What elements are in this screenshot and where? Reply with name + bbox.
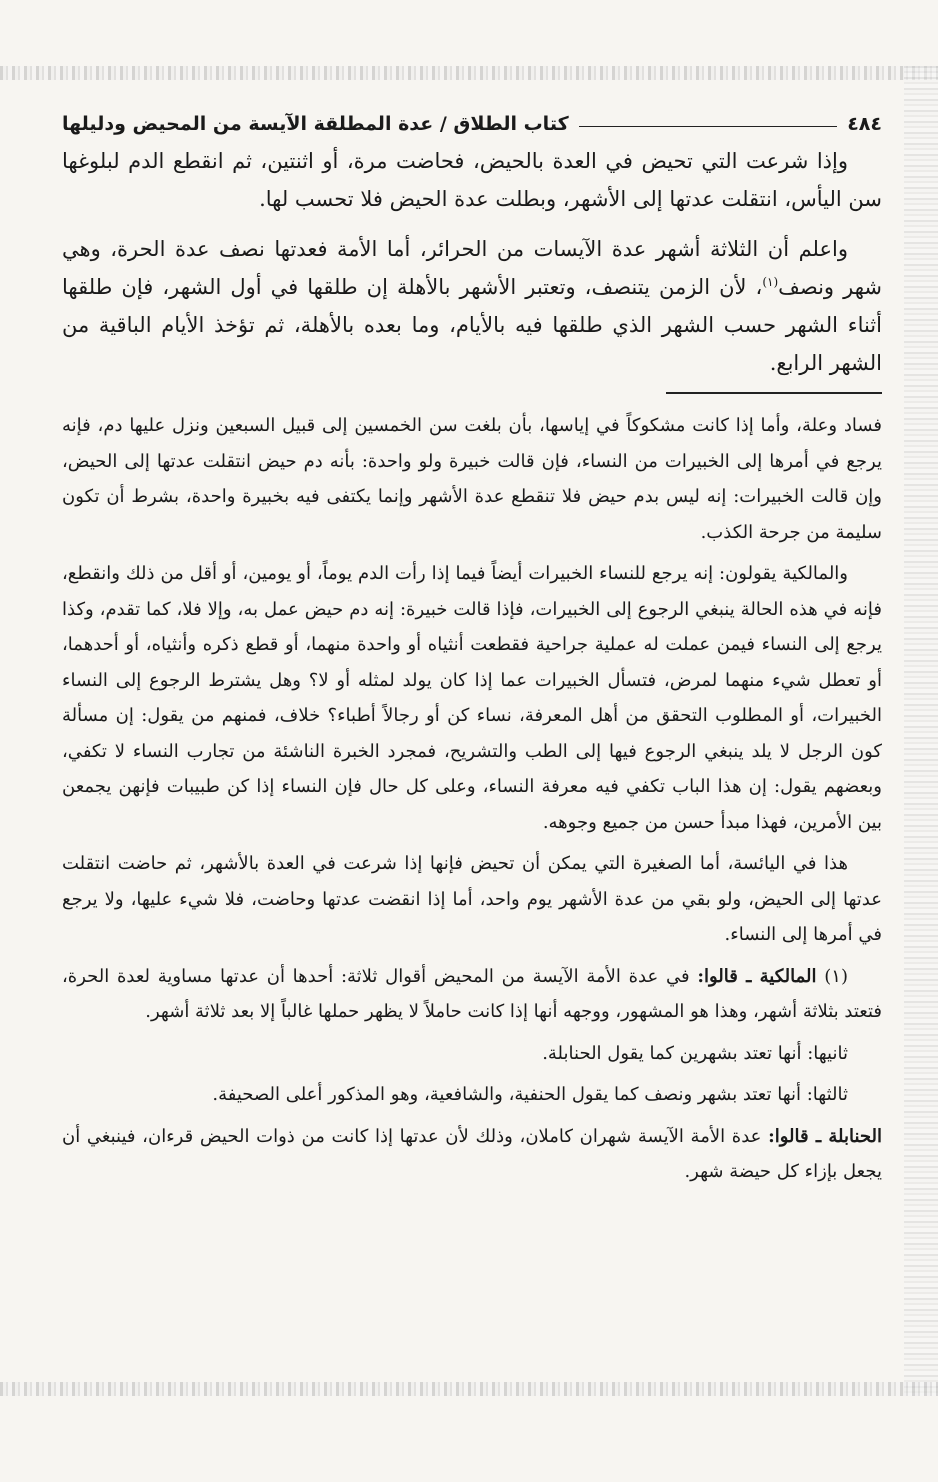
footnote-1-second-view: ثانيها: أنها تعتد بشهرين كما يقول الحنابلة. bbox=[542, 1042, 848, 1064]
header-title: كتاب الطلاق / عدة المطلقة الآيسة من المحيض ودليلها bbox=[62, 113, 569, 135]
footnote-1-hanabila bbox=[62, 1119, 882, 1190]
footnote-1-hanabila-label: الحنابلة ـ قالوا: bbox=[768, 1125, 882, 1147]
running-header bbox=[62, 108, 882, 140]
main-paragraph-2-part-b: ، لأن الزمن يتنصف، وتعتبر الأشهر بالأهلة إن طلقها في أول الشهر، فإن طلقها أثناء الشهر حسب الشهر الذي طلقها فيه بالأيام، وما بعده بالأهلة، ثم تؤخذ الأيام الباقية من الشهر الرابع. bbox=[62, 275, 882, 375]
header-rule bbox=[579, 126, 838, 127]
footnotes bbox=[62, 408, 882, 1190]
main-paragraph-2 bbox=[62, 230, 882, 382]
footnote-paragraph-2: والمالكية يقولون: إنه يرجع للنساء الخبيرات أيضاً فيما إذا رأت الدم يوماً، أو يومين، أو أقل من ذلك وانقطع، فإنه في هذه الحالة ينبغي الرجوع إلى الخبيرات، فإذا قالت خبيرة: إنه دم حيض عمل به، وإلا فلا، كما تقدم، وكذا يرجع إلى النساء فيمن عملت له عملية جراحية فقطعت أنثياه أو واحدة منهما، أو قطع ذكره وأنثياه، أو أحدهما، أو تعطل شيء منهما لمرض، فتسأل الخبيرات عما إذا كان يولد لمثله أو لا؟ وهل يشترط الرجوع إلى النساء الخبيرات، أو المطلوب التحقق من أهل المعرفة، نساء كن أو رجالاً أطباء؟ خلاف، فمنهم من يقول: إن مسألة كون الرجل لا يلد ينبغي الرجوع فيها إلى الطب والتشريح، فمجرد الخبرة الناشئة من تجارب النساء لا تكفي، وبعضهم يقول: إن هذا الباب تكفي فيه معرفة النساء، وعلى كل حال فإن النساء إذا كن طبيبات فإنهن يجمعن بين الأمرين، فهذا مبدأ حسن من جميع وجوهه. bbox=[62, 563, 882, 833]
footnote-1-third-view: ثالثها: أنها تعتد بشهر ونصف كما يقول الحنفية، والشافعية، وهو المذكور أعلى الصحيفة. bbox=[212, 1084, 848, 1105]
footnote-separator bbox=[666, 392, 882, 394]
main-paragraph-1: وإذا شرعت التي تحيض في العدة بالحيض، فحاضت مرة، أو اثنتين، ثم انقطع الدم لبلوغها سن اليأس، انتقلت عدتها إلى الأشهر، وبطلت عدة الحيض فلا تحسب لها. bbox=[62, 149, 882, 211]
scan-border-bottom bbox=[0, 1382, 938, 1396]
main-paragraph-2-part-a: واعلم أن الثلاثة أشهر عدة الآيسات من الحرائر، أما الأمة فعدتها نصف عدة الحرة، وهي شهر ونصف bbox=[62, 237, 882, 299]
footnote-1-text: في عدة الأمة الآيسة من المحيض أقوال ثلاثة: أحدها أن عدتها مساوية لعدة الحرة، فتعتد بثلاثة أشهر، وهذا هو المشهور، ووجهه أنها إذا كانت حاملاً لا يظهر حملها غالباً إلا بعد ثلاثة أشهر. bbox=[62, 965, 882, 1022]
footnote-paragraph-1: فساد وعلة، وأما إذا كانت مشكوكاً في إياسها، بأن بلغت سن الخمسين إلى قبيل السبعين ونزل عليها دم، فإنه يرجع في أمرها إلى الخبيرات من النساء، فإن قالت خبيرة ولو واحدة: بأنه دم حيض انتقلت عدتها إلى الحيض، وإن قالت الخبيرات: إنه ليس بدم حيض فلا تنقطع عدة الأشهر وإنما يكتفى فيه بخبيرة واحدة، بشرط أن تكون سليمة من جرحة الكذب. bbox=[62, 415, 882, 543]
footnote-1-hanabila-text: عدة الأمة الآيسة شهران كاملان، وذلك لأن عدتها إذا كانت من ذوات الحيض قرءان، فينبغي أن يجعل بإزاء كل حيضة شهر. bbox=[62, 1125, 882, 1182]
footnote-1-label: المالكية ـ قالوا: bbox=[697, 965, 817, 987]
footnote-1 bbox=[62, 959, 882, 1030]
scan-border-right bbox=[904, 66, 938, 1396]
footnote-1-number: (١) bbox=[824, 965, 848, 987]
book-page bbox=[62, 108, 882, 1190]
main-text bbox=[62, 142, 882, 382]
scan-border-top bbox=[0, 66, 938, 80]
page-number: ٤٨٤ bbox=[847, 113, 882, 135]
footnote-paragraph-3: هذا في اليائسة، أما الصغيرة التي يمكن أن تحيض فإنها إذا شرعت في العدة بالأشهر، ثم حاضت انتقلت عدتها إلى الحيض، ولو بقي من عدة الأشهر يوم واحد، أما إذا انقضت عدتها وحاضت، فلا شيء عليها، ولا يرجع في أمرها إلى النساء. bbox=[62, 853, 882, 945]
footnote-reference[interactable]: (١) bbox=[762, 275, 779, 289]
